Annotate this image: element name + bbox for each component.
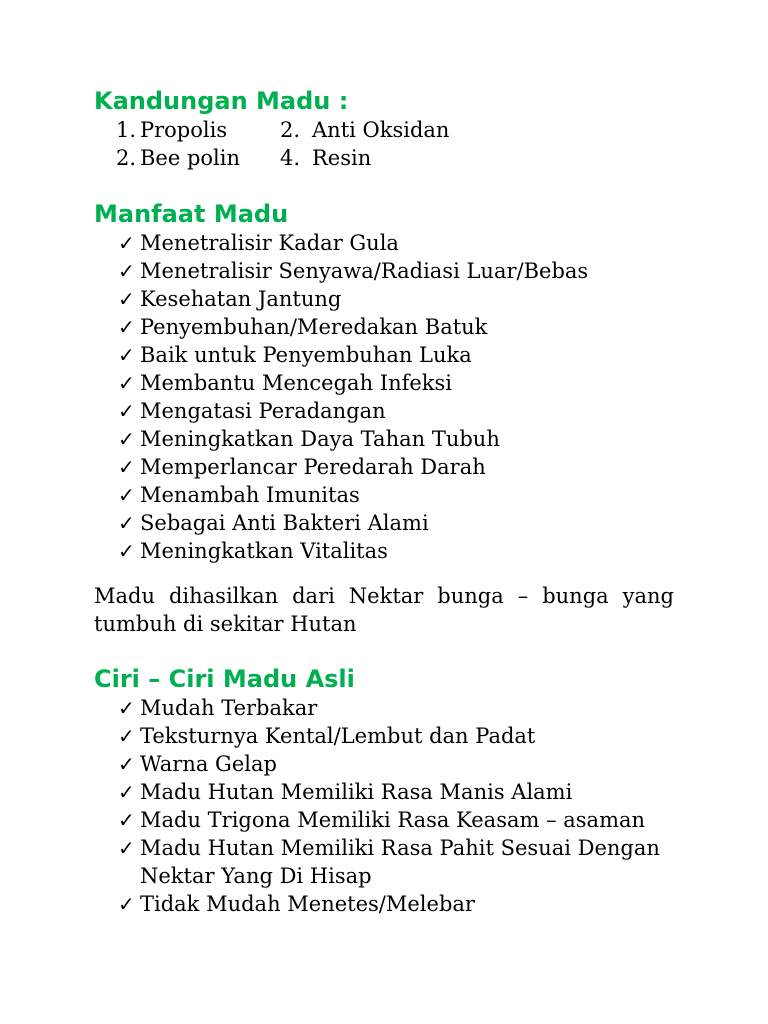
checkmark-icon: ✓ — [118, 539, 135, 563]
list-item-text: Menetralisir Kadar Gula — [140, 231, 399, 255]
list-item-text: Madu Hutan Memiliki Rasa Pahit Sesuai Dengan — [140, 836, 660, 860]
kandungan-heading: Kandungan Madu : — [94, 87, 349, 115]
checkmark-icon: ✓ — [118, 259, 135, 283]
checkmark-icon: ✓ — [118, 315, 135, 339]
list-item-text: Meningkatkan Vitalitas — [140, 539, 388, 563]
list-item-text: Tidak Mudah Menetes/Melebar — [140, 892, 475, 916]
paragraph — [94, 582, 674, 638]
list-item: Resin — [312, 146, 372, 170]
list-item-text: Menetralisir Senyawa/Radiasi Luar/Bebas — [140, 259, 589, 283]
list-number: 2. — [280, 118, 301, 142]
paragraph-line-1: Madu dihasilkan dari Nektar bunga – bunga yang — [94, 584, 674, 608]
checkmark-icon: ✓ — [118, 231, 135, 255]
checkmark-icon: ✓ — [118, 343, 135, 367]
ciri-heading: Ciri – Ciri Madu Asli — [94, 665, 355, 693]
manfaat-heading: Manfaat Madu — [94, 200, 289, 228]
checkmark-icon: ✓ — [118, 371, 135, 395]
list-item-text: Madu Hutan Memiliki Rasa Manis Alami — [140, 780, 573, 804]
list-item-text: Penyembuhan/Meredakan Batuk — [140, 315, 488, 339]
checkmark-icon: ✓ — [118, 892, 135, 916]
checkmark-icon: ✓ — [118, 511, 135, 535]
list-item-text: Mudah Terbakar — [140, 696, 318, 720]
list-number: 2. — [116, 146, 137, 170]
checkmark-icon: ✓ — [118, 455, 135, 479]
checkmark-icon: ✓ — [118, 399, 135, 423]
checkmark-icon: ✓ — [118, 287, 135, 311]
checkmark-icon: ✓ — [118, 483, 135, 507]
list-item-text: Mengatasi Peradangan — [140, 399, 386, 423]
list-item-text: Madu Trigona Memiliki Rasa Keasam – asaman — [140, 808, 646, 832]
list-item: Bee polin — [140, 146, 241, 170]
list-item: Propolis — [140, 118, 228, 142]
checkmark-icon: ✓ — [118, 780, 135, 804]
list-item-text: Meningkatkan Daya Tahan Tubuh — [140, 427, 500, 451]
list-item-text: Teksturnya Kental/Lembut dan Padat — [140, 724, 536, 748]
checkmark-icon: ✓ — [118, 808, 135, 832]
checkmark-icon: ✓ — [118, 427, 135, 451]
list-item-text: Memperlancar Peredarah Darah — [140, 455, 486, 479]
checkmark-icon: ✓ — [118, 836, 135, 860]
checkmark-icon: ✓ — [118, 724, 135, 748]
list-number: 4. — [280, 146, 301, 170]
paragraph-line-2: tumbuh di sekitar Hutan — [94, 612, 357, 636]
list-item-text: Warna Gelap — [140, 752, 277, 776]
checkmark-icon: ✓ — [118, 696, 135, 720]
list-item-text: Membantu Mencegah Infeksi — [140, 371, 453, 395]
list-item-text: Nektar Yang Di Hisap — [140, 864, 372, 888]
list-item: Anti Oksidan — [312, 118, 450, 142]
list-number: 1. — [116, 118, 137, 142]
list-item-text: Baik untuk Penyembuhan Luka — [140, 343, 472, 367]
list-item-text: Kesehatan Jantung — [140, 287, 342, 311]
list-item-text: Sebagai Anti Bakteri Alami — [140, 511, 429, 535]
checkmark-icon: ✓ — [118, 752, 135, 776]
list-item-text: Menambah Imunitas — [140, 483, 360, 507]
